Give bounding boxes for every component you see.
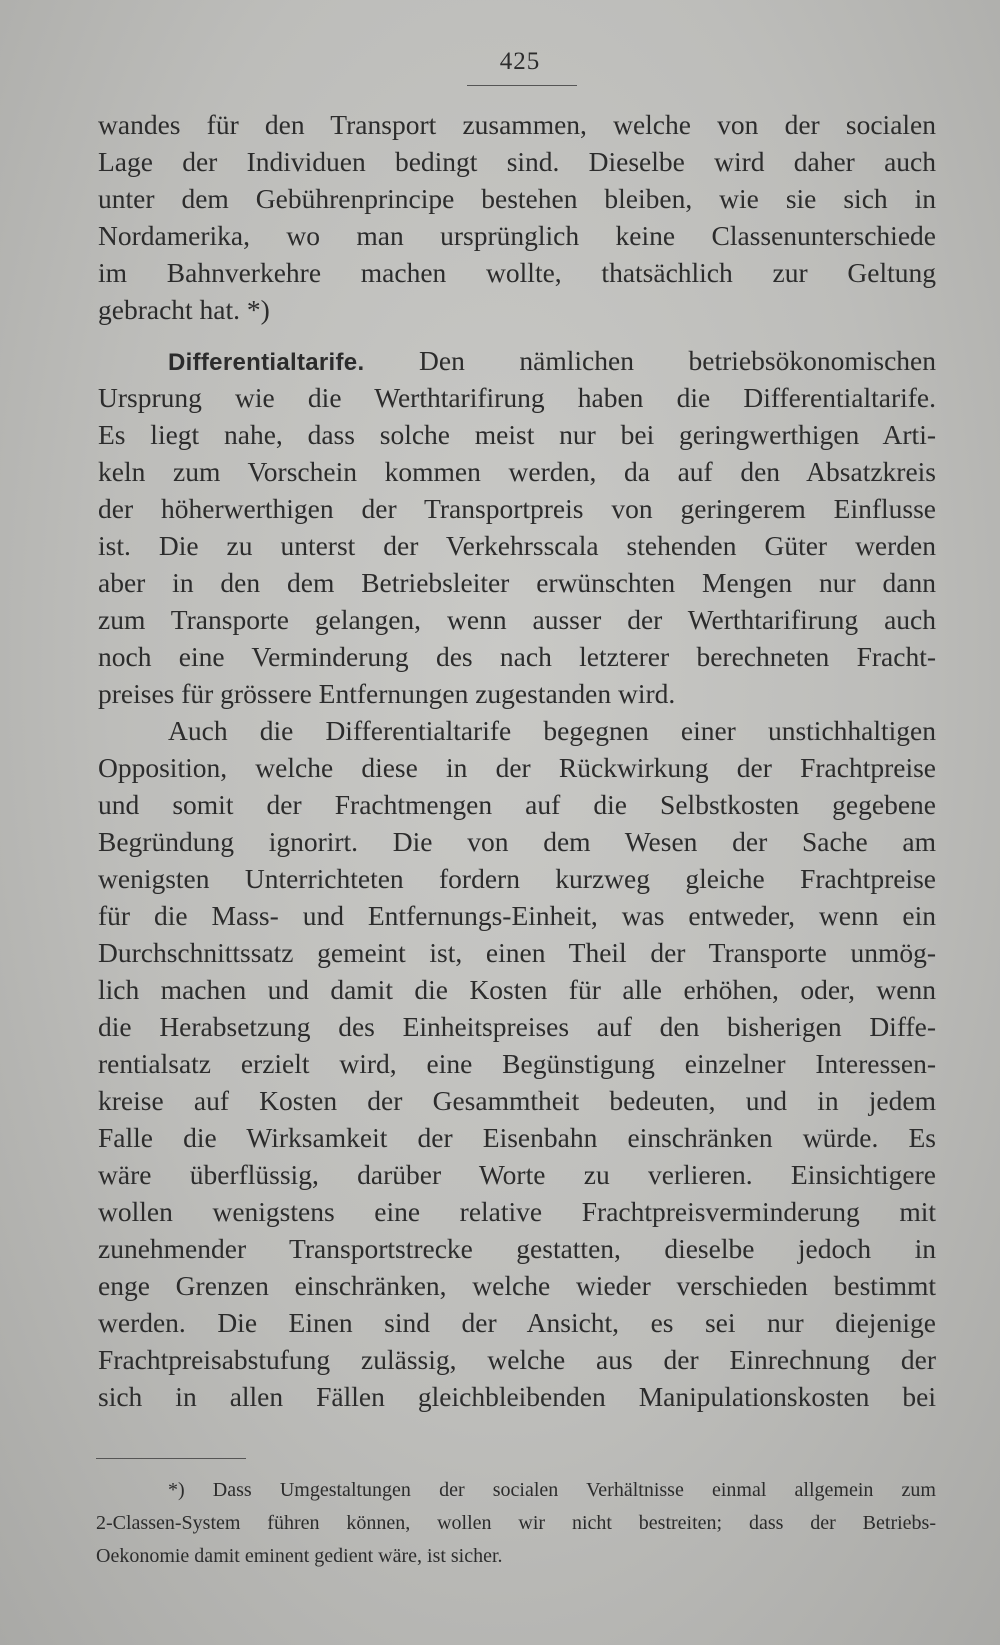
text-line: wandes für den Transport zusammen, welche von der socialen [98, 109, 936, 140]
section-first-line [98, 342, 936, 379]
footnote-line: *) Dass Umgestaltungen der socialen Verhältnisse einmal allgemein zum [168, 1479, 936, 1501]
text-line: zunehmender Transportstrecke gestatten, dieselbe jedoch in [98, 1233, 936, 1264]
text-line: und somit der Frachtmengen auf die Selbstkosten gegebene [98, 789, 936, 820]
text-line: rentialsatz erzielt wird, eine Begünstigung einzelner Interessen- [98, 1048, 936, 1079]
text-line: für die Mass- und Entfernungs-Einheit, was entweder, wenn ein [98, 900, 936, 931]
section-heading: Differentialtarife. [168, 349, 365, 376]
text-line: lich machen und damit die Kosten für alle erhöhen, oder, wenn [98, 974, 936, 1005]
text-line: ist. Die zu unterst der Verkehrsscala stehenden Güter werden [98, 530, 936, 561]
text-line: werden. Die Einen sind der Ansicht, es sei nur diejenige [98, 1307, 936, 1338]
text-fragment: Den nämlichen betriebsökonomischen [364, 345, 936, 376]
text-line: Opposition, welche diese in der Rückwirkung der Frachtpreise [98, 752, 936, 783]
text-line: zum Transporte gelangen, wenn ausser der Werthtarifirung auch [98, 604, 936, 635]
footnote-line: 2-Classen-System führen können, wollen wir nicht bestreiten; dass der Betriebs- [96, 1512, 936, 1534]
text-line: wollen wenigstens eine relative Frachtpreisverminderung mit [98, 1196, 936, 1227]
text-line: Begründung ignorirt. Die von dem Wesen der Sache am [98, 826, 936, 857]
text-line: preises für grössere Entfernungen zugestanden wird. [98, 678, 676, 709]
text-line: Es liegt nahe, dass solche meist nur bei geringwerthigen Arti- [98, 419, 936, 450]
text-line: Nordamerika, wo man ursprünglich keine Classenunterschiede [98, 220, 936, 251]
text-line: noch eine Verminderung des nach letzterer berechneten Fracht- [98, 641, 936, 672]
text-line: Auch die Differentialtarife begegnen einer unstichhaltigen [168, 715, 936, 746]
text-line: Ursprung wie die Werthtarifirung haben die Differentialtarife. [98, 382, 936, 413]
text-line: sich in allen Fällen gleichbleibenden Manipulationskosten bei [98, 1381, 936, 1412]
text-line: der höherwerthigen der Transportpreis von geringerem Einflusse [98, 493, 936, 524]
text-line: Frachtpreisabstufung zulässig, welche aus der Einrechnung der [98, 1344, 936, 1375]
text-line: aber in den dem Betriebsleiter erwünschten Mengen nur dann [98, 567, 936, 598]
page-number: 425 [499, 48, 541, 75]
text-line: unter dem Gebührenprincipe bestehen bleiben, wie sie sich in [98, 183, 936, 214]
footnote [96, 1474, 936, 1573]
page-number-rule [467, 85, 577, 86]
text-line: im Bahnverkehre machen wollte, thatsächlich zur Geltung [98, 257, 936, 288]
text-line: die Herabsetzung des Einheitspreises auf den bisherigen Diffe- [98, 1011, 936, 1042]
text-line: kreise auf Kosten der Gesammtheit bedeuten, und in jedem [98, 1085, 936, 1116]
footnote-line: Oekonomie damit eminent gedient wäre, ist sicher. [96, 1545, 503, 1567]
text-line: enge Grenzen einschränken, welche wieder verschieden bestimmt [98, 1270, 936, 1301]
footnote-rule [96, 1458, 246, 1459]
body-text [98, 106, 936, 1415]
text-line: Lage der Individuen bedingt sind. Dieselbe wird daher auch [98, 146, 936, 177]
text-line: gebracht hat. *) [98, 294, 270, 325]
text-line: Durchschnittssatz gemeint ist, einen Theil der Transporte unmög- [98, 937, 936, 968]
text-line: wenigsten Unterrichteten fordern kurzweg gleiche Frachtpreise [98, 863, 936, 894]
text-line: wäre überflüssig, darüber Worte zu verlieren. Einsichtigere [98, 1159, 936, 1190]
text-line: Falle die Wirksamkeit der Eisenbahn einschränken würde. Es [98, 1122, 936, 1153]
text-line: keln zum Vorschein kommen werden, da auf den Absatzkreis [98, 456, 936, 487]
